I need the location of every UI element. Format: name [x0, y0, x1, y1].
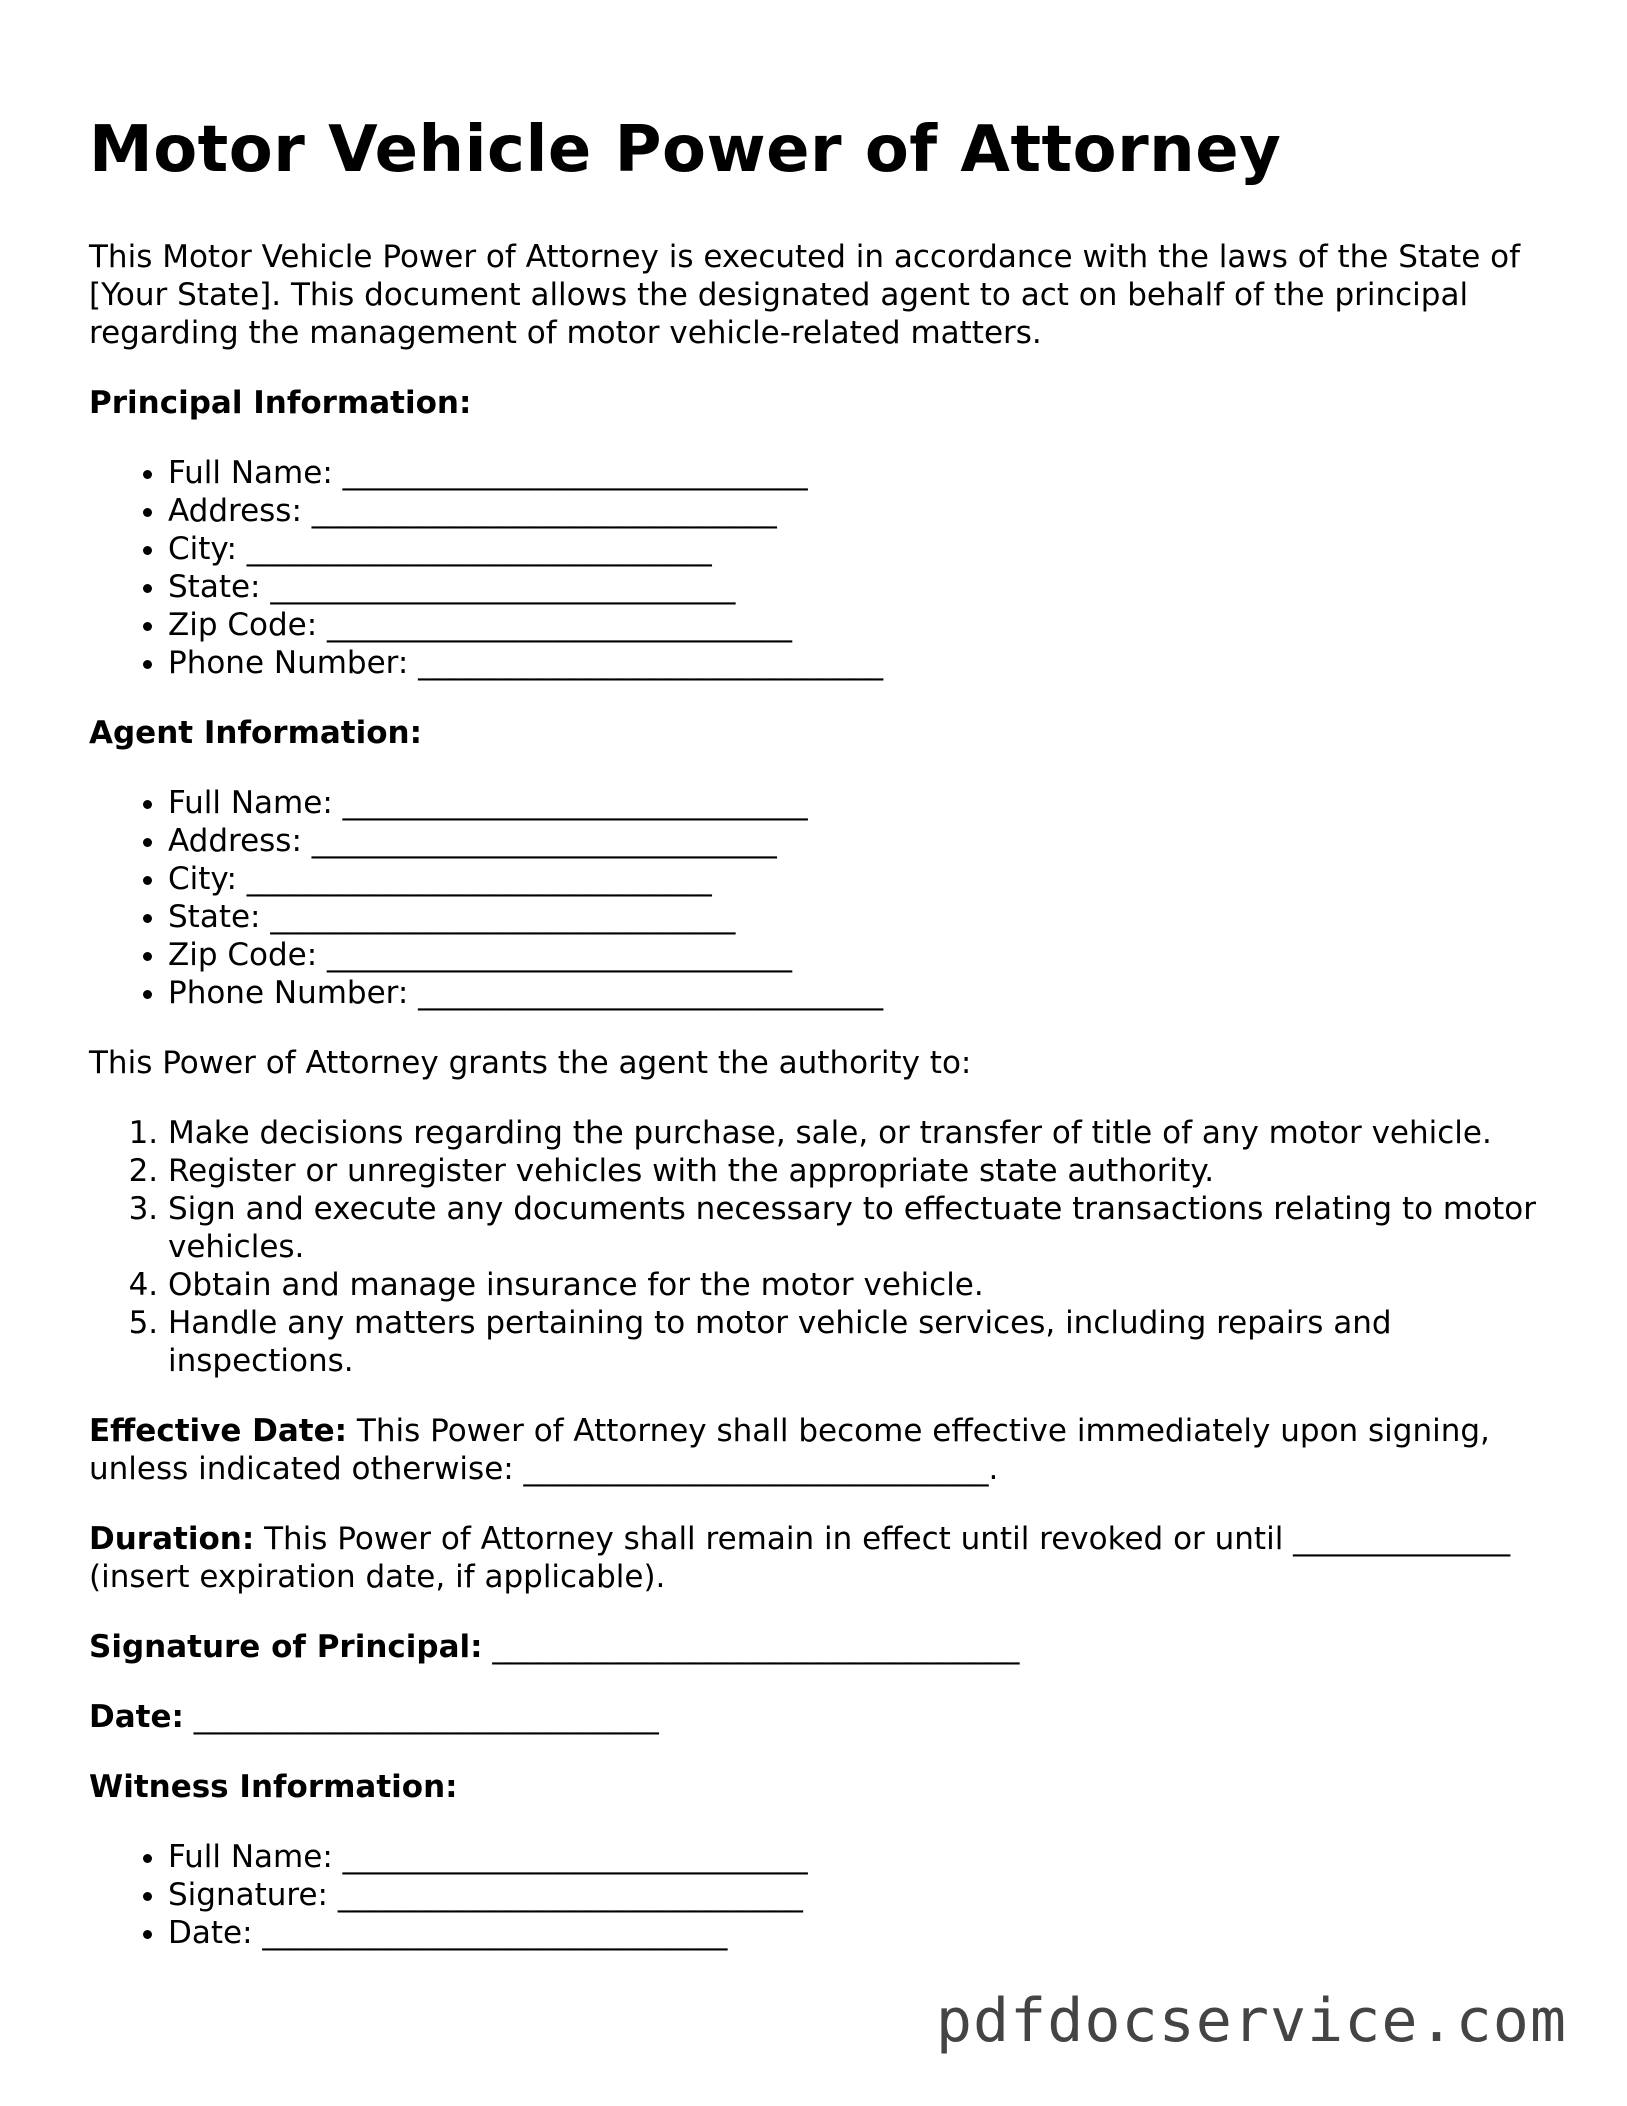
principal-city-field: • City: ______________________________ [168, 530, 1549, 568]
document-title: Motor Vehicle Power of Attorney [89, 113, 1282, 187]
duration-text: This Power of Attorney shall remain in effect until revoked or until ______________ (insert expiration date, if applicable). [89, 1521, 1511, 1595]
intro-paragraph: This Motor Vehicle Power of Attorney is executed in accordance with the laws of the State of [Your State]. This document allows the designated agent to act on behalf of the principal regarding the management of motor vehicle-related matters. [89, 239, 1521, 351]
duration-paragraph [89, 1520, 1549, 1596]
principal-fields-list [89, 454, 1549, 682]
date-blank: ______________________________ [183, 1699, 659, 1735]
agent-address-field: • Address: ______________________________ [168, 822, 1549, 860]
witness-date-field: • Date: ______________________________ [168, 1914, 1549, 1952]
agent-full-name-field: • Full Name: ______________________________ [168, 784, 1549, 822]
signature-blank: __________________________________ [482, 1629, 1020, 1665]
principal-phone-field: • Phone Number: ______________________________ [168, 644, 1549, 682]
principal-full-name-field: • Full Name: ______________________________ [168, 454, 1549, 492]
authority-item: 1. Make decisions regarding the purchase, sale, or transfer of title of any motor vehicle. [168, 1114, 1549, 1152]
witness-signature-field: • Signature: ______________________________ [168, 1876, 1549, 1914]
witness-fields-list [89, 1838, 1549, 1952]
effective-date-paragraph [89, 1412, 1549, 1488]
witness-heading: Witness Information: [89, 1769, 458, 1805]
signature-label: Signature of Principal: [89, 1629, 483, 1665]
watermark-text: pdfdocservice.com [935, 1986, 1567, 2056]
agent-phone-field: • Phone Number: ______________________________ [168, 974, 1549, 1012]
authority-list [89, 1114, 1549, 1380]
principal-heading: Principal Information: [89, 385, 472, 421]
authority-item: 2. Register or unregister vehicles with the appropriate state authority. [168, 1152, 1549, 1190]
authority-item: 5. Handle any matters pertaining to motor vehicle services, including repairs and inspections. [168, 1304, 1549, 1380]
agent-zip-field: • Zip Code: ______________________________ [168, 936, 1549, 974]
duration-label: Duration: [89, 1521, 255, 1557]
effective-date-label: Effective Date: [89, 1413, 348, 1449]
agent-state-field: • State: ______________________________ [168, 898, 1549, 936]
effective-date-text: This Power of Attorney shall become effective immediately upon signing, unless indicated otherwise: ______________________________. [89, 1413, 1490, 1487]
agent-heading: Agent Information: [89, 715, 422, 751]
witness-full-name-field: • Full Name: ______________________________ [168, 1838, 1549, 1876]
agent-fields-list [89, 784, 1549, 1012]
document-page [89, 108, 1549, 1984]
authority-intro: This Power of Attorney grants the agent the authority to: [89, 1045, 972, 1081]
agent-city-field: • City: ______________________________ [168, 860, 1549, 898]
principal-zip-field: • Zip Code: ______________________________ [168, 606, 1549, 644]
authority-item: 4. Obtain and manage insurance for the motor vehicle. [168, 1266, 1549, 1304]
date-line [89, 1698, 1549, 1736]
authority-item: 3. Sign and execute any documents necessary to effectuate transactions relating to motor vehicles. [168, 1190, 1549, 1266]
principal-state-field: • State: ______________________________ [168, 568, 1549, 606]
date-label: Date: [89, 1699, 184, 1735]
principal-address-field: • Address: ______________________________ [168, 492, 1549, 530]
signature-line [89, 1628, 1549, 1666]
